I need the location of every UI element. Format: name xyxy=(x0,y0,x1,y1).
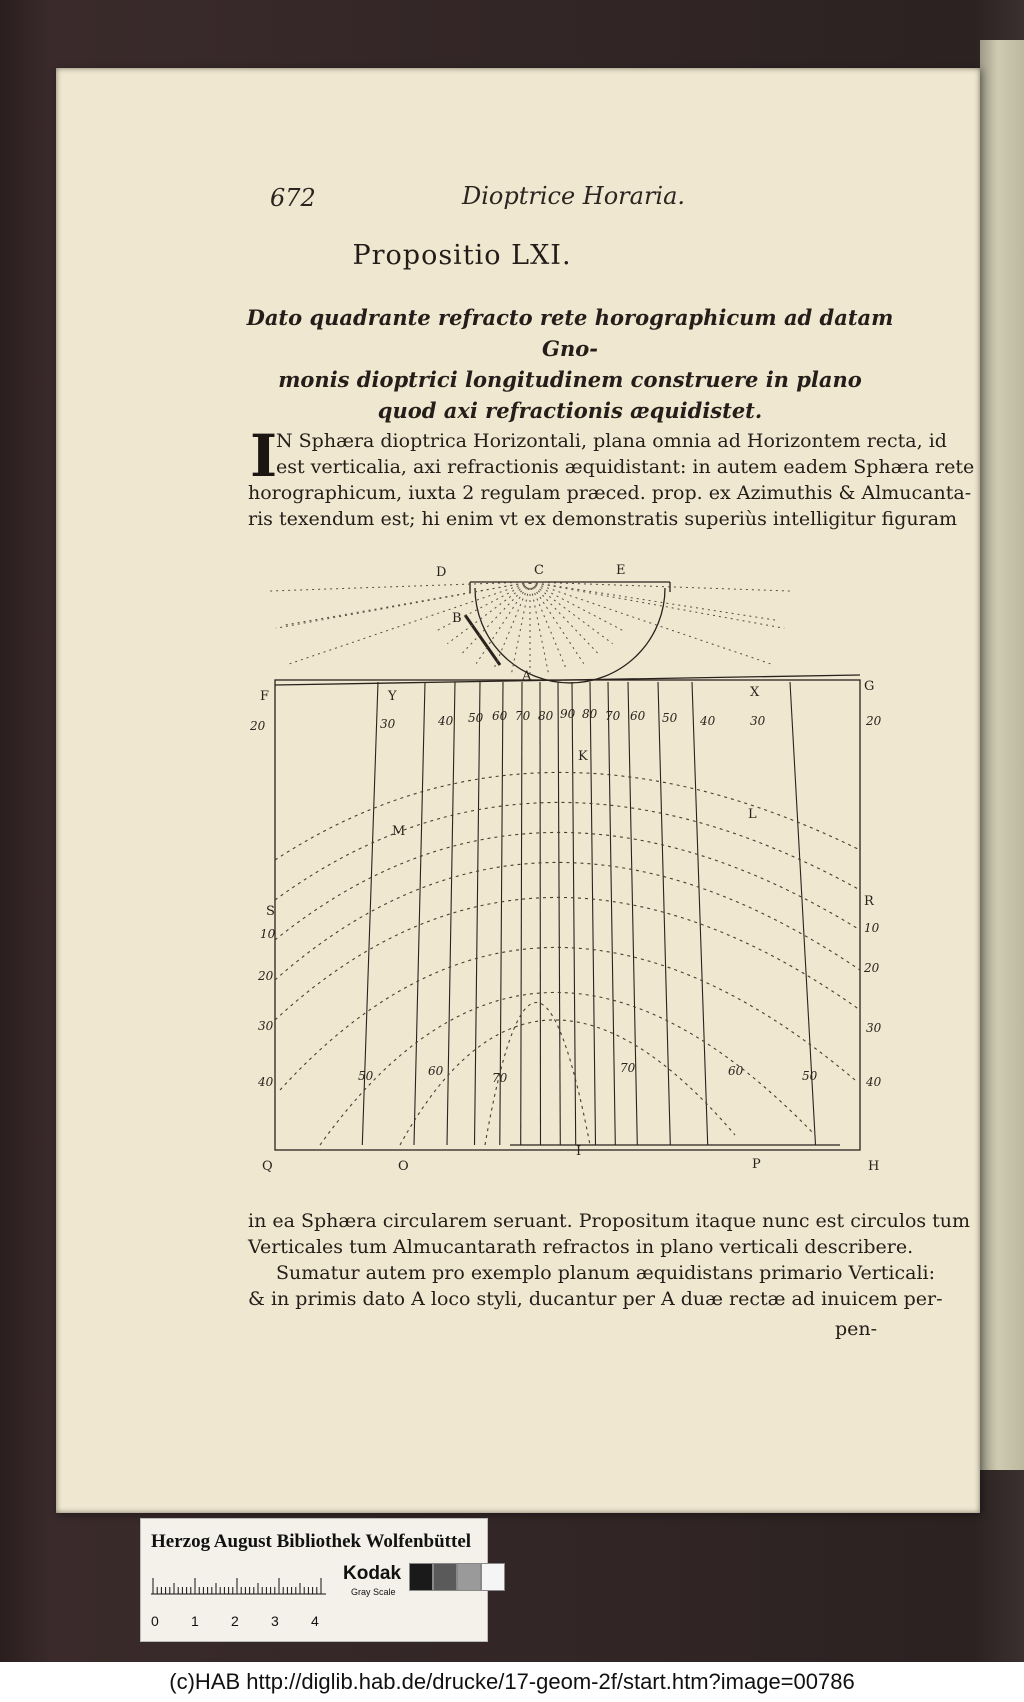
azimuth-ray xyxy=(476,582,530,664)
ruler-scale xyxy=(151,1567,326,1595)
gray-patch xyxy=(481,1563,505,1591)
azimuth-ray xyxy=(530,582,775,620)
label-x: X xyxy=(750,685,760,700)
ruler-number: 3 xyxy=(271,1613,279,1629)
azimuth-ray xyxy=(289,582,530,664)
kodak-brand: Kodak xyxy=(343,1563,402,1584)
almucantar-arc xyxy=(275,802,860,900)
right-scale-label: 20 xyxy=(864,961,880,975)
label-k: K xyxy=(578,749,588,764)
gnomon-line xyxy=(465,615,500,665)
label-g: G xyxy=(864,679,875,694)
page-header xyxy=(270,180,910,220)
side-label: 20 xyxy=(250,719,266,733)
text-line: Sumatur autem pro exemplo planum æquidistans primario Verticali: xyxy=(276,1262,936,1284)
azimuth-ray xyxy=(276,582,530,628)
label-q: Q xyxy=(262,1159,273,1174)
side-label: 20 xyxy=(866,714,882,728)
vertical-line xyxy=(590,682,596,1145)
refracted-quadrant-arc xyxy=(475,588,665,683)
side-label: 30 xyxy=(750,714,766,728)
label-o: O xyxy=(398,1159,409,1174)
degree-label: 40 xyxy=(438,714,454,728)
azimuth-ray xyxy=(436,582,530,631)
page-number: 672 xyxy=(270,184,316,212)
azimuth-ray xyxy=(530,582,771,664)
label-f: F xyxy=(260,689,270,704)
degree-label: 70 xyxy=(605,709,621,723)
degree-label: 60 xyxy=(630,709,646,723)
azimuth-ray xyxy=(461,582,530,655)
facing-page-edge xyxy=(980,40,1024,1470)
paragraph-continued xyxy=(248,1208,971,1312)
bottom-arc-label: 60 xyxy=(728,1064,744,1078)
azimuth-fan xyxy=(270,582,790,676)
right-scale-label: 40 xyxy=(866,1075,882,1089)
paragraph-intro xyxy=(248,422,975,532)
text-line: horographicum, iuxta 2 regulam præced. prop. ex Azimuthis & Almucanta- xyxy=(248,482,972,504)
vertical-line xyxy=(608,682,615,1145)
vertical-line xyxy=(414,682,425,1145)
bottom-arc-label: 60 xyxy=(428,1064,444,1078)
text-line: est verticalia, axi refractionis æquidistant: in autem eadem Sphæra rete xyxy=(276,456,975,478)
bottom-arc-label: 70 xyxy=(492,1071,508,1085)
vertical-line xyxy=(628,682,637,1145)
library-name: Herzog August Bibliothek Wolfenbüttel xyxy=(151,1531,472,1552)
left-scale-label: 20 xyxy=(258,969,274,983)
degree-label: 80 xyxy=(538,709,554,723)
azimuth-ray xyxy=(511,582,530,674)
label-y: Y xyxy=(388,689,397,704)
proposition-statement xyxy=(240,302,900,426)
label-a: A xyxy=(522,669,532,684)
degree-label: 70 xyxy=(515,709,531,723)
footer-url: (c)HAB http://diglib.hab.de/drucke/17-geom-2f/start.htm?image=00786 xyxy=(0,1662,1024,1702)
azimuth-ray xyxy=(530,582,784,628)
label-h: H xyxy=(868,1159,880,1174)
label-m: M xyxy=(392,824,406,839)
label-l: L xyxy=(748,807,757,822)
vertical-line xyxy=(521,682,522,1145)
vertical-line xyxy=(558,682,560,1145)
label-c: C xyxy=(534,563,544,578)
degree-label: 60 xyxy=(492,709,508,723)
running-title: Dioptrice Horaria. xyxy=(462,182,686,210)
gray-scale-label: Gray Scale xyxy=(351,1587,396,1597)
vertical-line xyxy=(475,682,481,1145)
statement-line: monis dioptrici longitudinem construere in plano xyxy=(278,367,862,392)
azimuth-ray xyxy=(530,582,599,655)
degree-label: 40 xyxy=(700,714,716,728)
almucantar-arc xyxy=(275,897,860,1020)
label-d: D xyxy=(436,565,447,580)
almucantar-arc xyxy=(275,832,860,940)
almucantar-arc xyxy=(275,862,860,980)
gray-patch xyxy=(457,1563,481,1591)
degree-label: 80 xyxy=(582,707,598,721)
horographic-figure xyxy=(250,560,900,1190)
left-scale-label: 40 xyxy=(258,1075,274,1089)
ruler-number: 1 xyxy=(191,1613,199,1629)
left-scale-label: 30 xyxy=(258,1019,274,1033)
azimuth-ray xyxy=(530,582,790,591)
vertical-line xyxy=(540,682,541,1145)
catchword: pen- xyxy=(835,1318,878,1340)
label-b: B xyxy=(452,611,462,626)
gray-scale-patches xyxy=(409,1563,505,1589)
vertical-line xyxy=(692,682,708,1145)
gray-patch xyxy=(433,1563,457,1591)
label-r: R xyxy=(864,894,874,909)
left-scale-label: 10 xyxy=(260,927,276,941)
color-calibration-card xyxy=(140,1518,488,1642)
gray-patch xyxy=(409,1563,433,1591)
label-i: I xyxy=(576,1144,582,1159)
almucantar-arc xyxy=(400,1020,735,1145)
azimuth-ray xyxy=(530,582,624,631)
ruler-number: 0 xyxy=(151,1613,159,1629)
right-scale-label: 10 xyxy=(864,921,880,935)
bottom-arc-label: 70 xyxy=(620,1061,636,1075)
drop-cap: I xyxy=(250,422,278,490)
text-line: N Sphæra dioptrica Horizontali, plana omnia ad Horizontem recta, id xyxy=(276,430,947,452)
right-scale-label: 30 xyxy=(866,1021,882,1035)
label-e: E xyxy=(616,563,626,578)
statement-line: Dato quadrante refracto rete horographicum ad datam Gno- xyxy=(246,305,894,361)
ruler-number: 4 xyxy=(311,1613,319,1629)
azimuth-ray xyxy=(285,582,530,625)
proposition-title: Propositio LXI. xyxy=(352,240,572,271)
statement-line: quod axi refractionis æquidistet. xyxy=(377,398,763,423)
degree-label: 50 xyxy=(468,711,484,725)
degree-label: 50 xyxy=(662,711,678,725)
degree-label: 90 xyxy=(560,707,576,721)
ruler-number: 2 xyxy=(231,1613,239,1629)
azimuth-ray xyxy=(530,582,584,664)
text-line: & in primis dato A loco styli, ducantur per A duæ rectæ ad inuicem per- xyxy=(248,1288,943,1310)
bottom-arc-label: 50 xyxy=(358,1069,374,1083)
azimuth-ray xyxy=(530,582,549,674)
side-label: 30 xyxy=(380,717,396,731)
text-line: Verticales tum Almucantarath refractos in plano verticali describere. xyxy=(248,1236,914,1258)
bottom-arc-label: 50 xyxy=(802,1069,818,1083)
azimuth-ray xyxy=(493,582,530,670)
text-line: in ea Sphæra circularem seruant. Propositum itaque nunc est circulos tum xyxy=(248,1210,971,1232)
vertical-line xyxy=(572,682,576,1145)
azimuth-ray xyxy=(530,582,567,670)
azimuth-ray xyxy=(270,582,530,591)
azimuth-ray xyxy=(530,582,613,644)
text-line: ris texendum est; hi enim vt ex demonstratis superiùs intelligitur figuram xyxy=(248,508,958,530)
label-p: P xyxy=(752,1157,761,1172)
almucantar-arcs xyxy=(275,772,860,1145)
almucantar-arc xyxy=(275,772,860,860)
label-s: S xyxy=(266,904,275,919)
